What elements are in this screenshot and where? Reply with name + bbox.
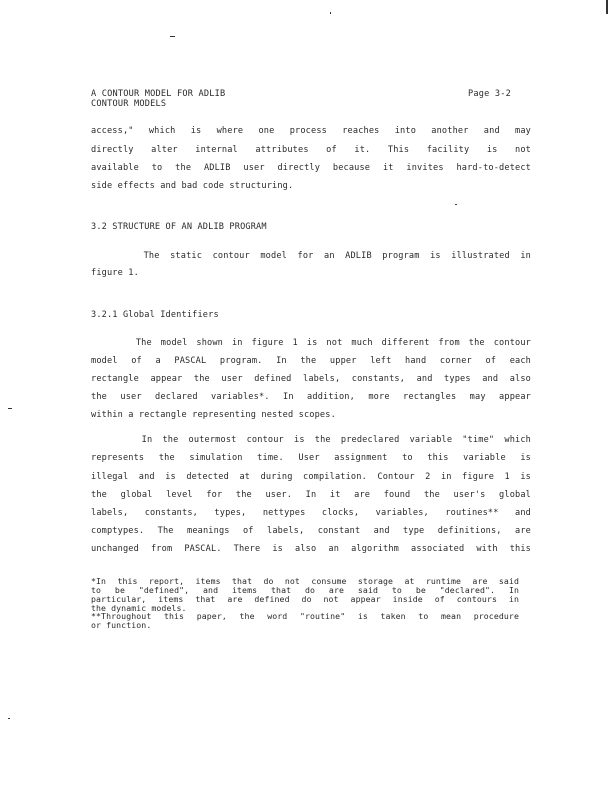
scan-mark — [170, 36, 175, 37]
body-line: labels, constants, types, nettypes clocks, variables, routines** and — [91, 508, 531, 518]
scan-mark — [330, 12, 331, 14]
scan-mark — [8, 718, 10, 719]
footnote-line: **Throughout this paper, the word "routine" is taken to mean procedure — [91, 611, 519, 621]
scan-mark — [8, 408, 12, 409]
body-line: available to the ADLIB user directly because it invites hard-to-detect — [91, 163, 531, 173]
body-line: side effects and bad code structuring. — [91, 181, 294, 191]
body-line: the user declared variables*. In addition, more rectangles may appear — [91, 392, 531, 402]
body-line: within a rectangle representing nested scopes. — [91, 410, 336, 420]
body-line: represents the simulation time. User assignment to this variable is — [91, 453, 531, 463]
running-header — [91, 89, 225, 109]
body-line: unchanged from PASCAL. There is also an algorithm associated with this — [91, 544, 531, 554]
body-line: comptypes. The meanings of labels, constant and type definitions, are — [91, 526, 531, 536]
page-number: Page 3-2 — [468, 89, 511, 99]
scan-mark — [455, 204, 457, 205]
body-line: The static contour model for an ADLIB program is illustrated in — [91, 251, 531, 261]
footnote-line: *In this report, items that do not consume storage at runtime are said — [91, 576, 519, 586]
subsection-heading: 3.2.1 Global Identifiers — [91, 310, 219, 320]
footnote-line: the dynamic models. — [91, 603, 187, 613]
body-line: In the outermost contour is the predeclared variable "time" which — [91, 435, 531, 445]
footnote-line: or function. — [91, 620, 152, 630]
body-line: rectangle appear the user defined labels, constants, and types and also — [91, 374, 531, 384]
section-heading: 3.2 STRUCTURE OF AN ADLIB PROGRAM — [91, 222, 267, 232]
footnote-line: to be "defined", and items that do are said to be "declared". In — [91, 585, 519, 595]
scan-mark — [606, 0, 608, 14]
body-line: illegal and is detected at during compilation. Contour 2 in figure 1 is — [91, 472, 531, 482]
header-title: A CONTOUR MODEL FOR ADLIB — [91, 89, 226, 99]
body-line: access," which is where one process reaches into another and may — [91, 126, 531, 136]
body-line: model of a PASCAL program. In the upper left hand corner of each — [91, 356, 531, 366]
body-line: The model shown in figure 1 is not much different from the contour — [91, 338, 531, 348]
body-line: the global level for the user. In it are found the user's global — [91, 490, 531, 500]
footnote-line: particular, items that are defined do not appear inside of contours in — [91, 594, 519, 604]
header-subtitle: CONTOUR MODELS — [91, 99, 167, 109]
body-line: figure 1. — [91, 268, 139, 278]
body-line: directly alter internal attributes of it. This facility is not — [91, 145, 531, 155]
